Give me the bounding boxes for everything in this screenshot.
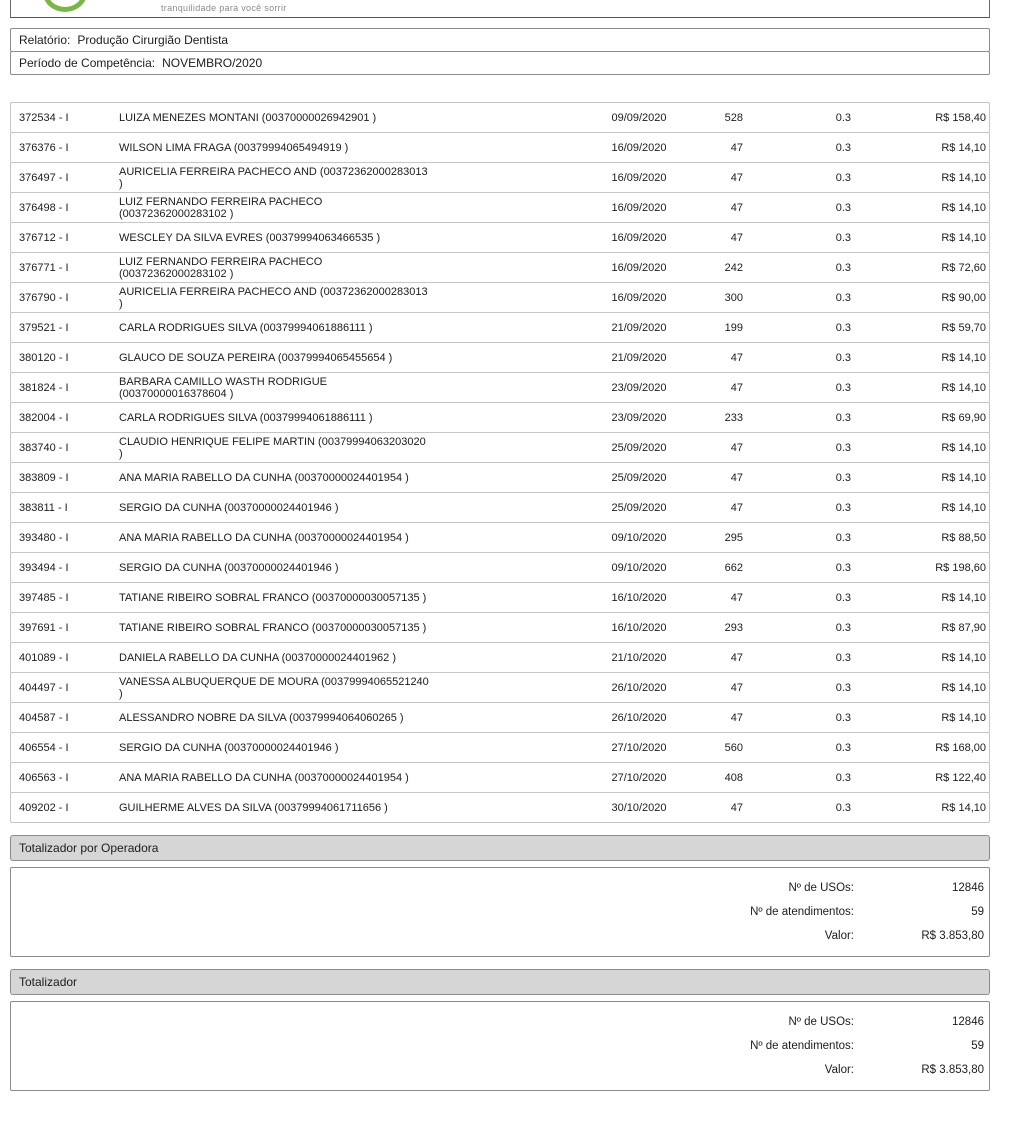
table-row <box>10 522 990 553</box>
row-id: 376712 - I <box>19 231 69 244</box>
service-date: 16/09/2020 <box>611 291 667 304</box>
uses-count: 47 <box>730 381 743 394</box>
service-date: 21/09/2020 <box>611 321 667 334</box>
provider-name: ANA MARIA RABELLO DA CUNHA (00370000024401954 ) <box>119 531 409 544</box>
service-date: 23/09/2020 <box>611 381 667 394</box>
table-row <box>10 762 990 793</box>
table-row <box>10 162 990 193</box>
uses-count: 47 <box>730 711 743 724</box>
provider-name: CLAUDIO HENRIQUE FELIPE MARTIN (00379994063203020 ) <box>119 435 426 460</box>
uses-count: 293 <box>724 621 743 634</box>
uses-count: 408 <box>724 771 743 784</box>
factor-value: 0.3 <box>835 411 851 424</box>
period-label: Período de Competência: <box>19 56 156 70</box>
totals-operadora-title: Totalizador por Operadora <box>19 841 159 855</box>
factor-value: 0.3 <box>835 321 851 334</box>
row-id: 381824 - I <box>19 381 69 394</box>
totals-value: 59 <box>971 906 984 918</box>
uses-count: 47 <box>730 351 743 364</box>
service-date: 25/09/2020 <box>611 471 667 484</box>
provider-name: DANIELA RABELLO DA CUNHA (00370000024401962 ) <box>119 651 396 664</box>
provider-name: BARBARA CAMILLO WASTH RODRIGUE (00370000016378604 ) <box>119 375 328 400</box>
service-date: 21/10/2020 <box>611 651 667 664</box>
totals-value: 12846 <box>952 1016 984 1028</box>
provider-name: AURICELIA FERREIRA PACHECO AND (00372362000283013 ) <box>119 285 428 310</box>
uses-count: 528 <box>724 111 743 124</box>
totals-value: 59 <box>971 1040 984 1052</box>
period-box <box>10 51 990 75</box>
uses-count: 242 <box>724 261 743 274</box>
factor-value: 0.3 <box>835 381 851 394</box>
factor-value: 0.3 <box>835 561 851 574</box>
provider-name: LUIZA MENEZES MONTANI (00370000026942901 ) <box>119 111 377 124</box>
uses-count: 295 <box>724 531 743 544</box>
service-date: 09/10/2020 <box>611 561 667 574</box>
row-amount: R$ 14,10 <box>941 651 986 664</box>
row-amount: R$ 14,10 <box>941 141 986 154</box>
table-row <box>10 192 990 223</box>
report-label: Relatório: <box>19 33 71 47</box>
totals-row <box>11 876 989 900</box>
table-row <box>10 252 990 283</box>
uses-count: 560 <box>724 741 743 754</box>
table-row <box>10 102 990 133</box>
row-amount: R$ 158,40 <box>935 111 986 124</box>
totals-row <box>11 1058 989 1082</box>
uses-count: 233 <box>724 411 743 424</box>
row-amount: R$ 14,10 <box>941 591 986 604</box>
row-id: 409202 - I <box>19 801 69 814</box>
uses-count: 47 <box>730 681 743 694</box>
period-value: NOVEMBRO/2020 <box>162 56 263 70</box>
service-date: 21/09/2020 <box>611 351 667 364</box>
service-date: 26/10/2020 <box>611 711 667 724</box>
table-row <box>10 342 990 373</box>
table-row <box>10 732 990 763</box>
factor-value: 0.3 <box>835 261 851 274</box>
table-row <box>10 642 990 673</box>
uses-count: 199 <box>724 321 743 334</box>
service-date: 16/09/2020 <box>611 141 667 154</box>
provider-name: WESCLEY DA SILVA EVRES (00379994063466535 ) <box>119 231 381 244</box>
row-id: 383740 - I <box>19 441 69 454</box>
provider-name: ALESSANDRO NOBRE DA SILVA (00379994064060265 ) <box>119 711 404 724</box>
factor-value: 0.3 <box>835 441 851 454</box>
row-amount: R$ 14,10 <box>941 171 986 184</box>
row-amount: R$ 14,10 <box>941 471 986 484</box>
factor-value: 0.3 <box>835 711 851 724</box>
uses-count: 47 <box>730 201 743 214</box>
factor-value: 0.3 <box>835 471 851 484</box>
provider-name: TATIANE RIBEIRO SOBRAL FRANCO (00370000030057135 ) <box>119 621 427 634</box>
row-id: 393480 - I <box>19 531 69 544</box>
totals-row <box>11 924 989 948</box>
factor-value: 0.3 <box>835 681 851 694</box>
table-row <box>10 582 990 613</box>
factor-value: 0.3 <box>835 171 851 184</box>
company-logo-icon <box>41 0 93 16</box>
service-date: 30/10/2020 <box>611 801 667 814</box>
row-id: 372534 - I <box>19 111 69 124</box>
service-date: 16/09/2020 <box>611 261 667 274</box>
row-id: 376498 - I <box>19 201 69 214</box>
report-value: Produção Cirurgião Dentista <box>77 33 229 47</box>
factor-value: 0.3 <box>835 291 851 304</box>
totals-box <box>10 1001 990 1091</box>
uses-count: 47 <box>730 141 743 154</box>
row-amount: R$ 87,90 <box>941 621 986 634</box>
table-row <box>10 312 990 343</box>
row-amount: R$ 90,00 <box>941 291 986 304</box>
row-id: 404587 - I <box>19 711 69 724</box>
row-id: 376376 - I <box>19 141 69 154</box>
totals-label: Nº de atendimentos: <box>750 906 854 918</box>
row-id: 376790 - I <box>19 291 69 304</box>
row-amount: R$ 14,10 <box>941 801 986 814</box>
uses-count: 47 <box>730 591 743 604</box>
totals-row <box>11 1034 989 1058</box>
row-id: 393494 - I <box>19 561 69 574</box>
uses-count: 300 <box>724 291 743 304</box>
service-date: 25/09/2020 <box>611 441 667 454</box>
provider-name: LUIZ FERNANDO FERREIRA PACHECO (00372362000283102 ) <box>119 195 323 220</box>
service-date: 09/10/2020 <box>611 531 667 544</box>
row-id: 383809 - I <box>19 471 69 484</box>
factor-value: 0.3 <box>835 771 851 784</box>
row-id: 397485 - I <box>19 591 69 604</box>
row-id: 376497 - I <box>19 171 69 184</box>
uses-count: 47 <box>730 801 743 814</box>
production-table <box>10 102 990 823</box>
table-row <box>10 282 990 313</box>
service-date: 09/09/2020 <box>611 111 667 124</box>
row-amount: R$ 168,00 <box>935 741 986 754</box>
logo-arc-icon <box>43 0 87 12</box>
totals-label: Valor: <box>824 1064 854 1076</box>
row-amount: R$ 88,50 <box>941 531 986 544</box>
report-page <box>10 0 990 1091</box>
uses-count: 47 <box>730 171 743 184</box>
totals-row <box>11 900 989 924</box>
service-date: 16/10/2020 <box>611 621 667 634</box>
row-amount: R$ 14,10 <box>941 201 986 214</box>
table-row <box>10 552 990 583</box>
totals-title: Totalizador <box>19 975 78 989</box>
uses-count: 47 <box>730 501 743 514</box>
totals-value: R$ 3.853,80 <box>921 930 984 942</box>
table-row <box>10 612 990 643</box>
provider-name: CARLA RODRIGUES SILVA (00379994061886111 ) <box>119 321 373 334</box>
table-row <box>10 492 990 523</box>
service-date: 16/09/2020 <box>611 201 667 214</box>
provider-name: LUIZ FERNANDO FERREIRA PACHECO (00372362000283102 ) <box>119 255 323 280</box>
totals-operadora-header <box>10 835 990 861</box>
service-date: 25/09/2020 <box>611 501 667 514</box>
factor-value: 0.3 <box>835 201 851 214</box>
service-date: 23/09/2020 <box>611 411 667 424</box>
uses-count: 47 <box>730 231 743 244</box>
totals-header <box>10 969 990 995</box>
provider-name: SERGIO DA CUNHA (00370000024401946 ) <box>119 741 339 754</box>
factor-value: 0.3 <box>835 351 851 364</box>
totals-row <box>11 1010 989 1034</box>
table-row <box>10 702 990 733</box>
row-amount: R$ 14,10 <box>941 711 986 724</box>
row-amount: R$ 14,10 <box>941 231 986 244</box>
service-date: 16/10/2020 <box>611 591 667 604</box>
row-id: 376771 - I <box>19 261 69 274</box>
factor-value: 0.3 <box>835 801 851 814</box>
row-id: 380120 - I <box>19 351 69 364</box>
factor-value: 0.3 <box>835 741 851 754</box>
row-id: 401089 - I <box>19 651 69 664</box>
factor-value: 0.3 <box>835 591 851 604</box>
totals-label: Valor: <box>824 930 854 942</box>
row-amount: R$ 14,10 <box>941 501 986 514</box>
totals-label: Nº de USOs: <box>788 882 854 894</box>
table-row <box>10 222 990 253</box>
provider-name: TATIANE RIBEIRO SOBRAL FRANCO (00370000030057135 ) <box>119 591 427 604</box>
table-row <box>10 372 990 403</box>
row-id: 406563 - I <box>19 771 69 784</box>
row-id: 406554 - I <box>19 741 69 754</box>
factor-value: 0.3 <box>835 141 851 154</box>
totals-operadora-box <box>10 867 990 957</box>
row-amount: R$ 14,10 <box>941 381 986 394</box>
row-amount: R$ 14,10 <box>941 441 986 454</box>
provider-name: ANA MARIA RABELLO DA CUNHA (00370000024401954 ) <box>119 771 409 784</box>
uses-count: 662 <box>724 561 743 574</box>
row-id: 404497 - I <box>19 681 69 694</box>
totals-value: R$ 3.853,80 <box>921 1064 984 1076</box>
service-date: 27/10/2020 <box>611 771 667 784</box>
uses-count: 47 <box>730 441 743 454</box>
table-row <box>10 462 990 493</box>
table-row <box>10 672 990 703</box>
table-row <box>10 792 990 823</box>
factor-value: 0.3 <box>835 501 851 514</box>
service-date: 27/10/2020 <box>611 741 667 754</box>
letterhead <box>10 0 990 18</box>
table-row <box>10 432 990 463</box>
factor-value: 0.3 <box>835 621 851 634</box>
row-id: 383811 - I <box>19 501 68 514</box>
row-amount: R$ 59,70 <box>941 321 986 334</box>
service-date: 26/10/2020 <box>611 681 667 694</box>
totals-value: 12846 <box>952 882 984 894</box>
provider-name: WILSON LIMA FRAGA (00379994065494919 ) <box>119 141 349 154</box>
row-amount: R$ 69,90 <box>941 411 986 424</box>
provider-name: CARLA RODRIGUES SILVA (00379994061886111 ) <box>119 411 373 424</box>
provider-name: GUILHERME ALVES DA SILVA (00379994061711656 ) <box>119 801 388 814</box>
row-amount: R$ 14,10 <box>941 681 986 694</box>
row-id: 397691 - I <box>19 621 69 634</box>
row-id: 379521 - I <box>19 321 69 334</box>
provider-name: AURICELIA FERREIRA PACHECO AND (00372362000283013 ) <box>119 165 428 190</box>
row-id: 382004 - I <box>19 411 69 424</box>
factor-value: 0.3 <box>835 531 851 544</box>
factor-value: 0.3 <box>835 231 851 244</box>
provider-name: GLAUCO DE SOUZA PEREIRA (00379994065455654 ) <box>119 351 393 364</box>
provider-name: SERGIO DA CUNHA (00370000024401946 ) <box>119 561 339 574</box>
table-row <box>10 402 990 433</box>
uses-count: 47 <box>730 651 743 664</box>
row-amount: R$ 198,60 <box>935 561 986 574</box>
service-date: 16/09/2020 <box>611 231 667 244</box>
table-row <box>10 132 990 163</box>
company-tagline: tranquilidade para você sorrir <box>161 3 287 13</box>
provider-name: VANESSA ALBUQUERQUE DE MOURA (00379994065521240 ) <box>119 675 429 700</box>
provider-name: SERGIO DA CUNHA (00370000024401946 ) <box>119 501 339 514</box>
factor-value: 0.3 <box>835 651 851 664</box>
service-date: 16/09/2020 <box>611 171 667 184</box>
row-amount: R$ 14,10 <box>941 351 986 364</box>
row-amount: R$ 72,60 <box>941 261 986 274</box>
provider-name: ANA MARIA RABELLO DA CUNHA (00370000024401954 ) <box>119 471 409 484</box>
totals-label: Nº de USOs: <box>788 1016 854 1028</box>
report-title-box <box>10 28 990 52</box>
factor-value: 0.3 <box>835 111 851 124</box>
uses-count: 47 <box>730 471 743 484</box>
totals-label: Nº de atendimentos: <box>750 1040 854 1052</box>
row-amount: R$ 122,40 <box>935 771 986 784</box>
